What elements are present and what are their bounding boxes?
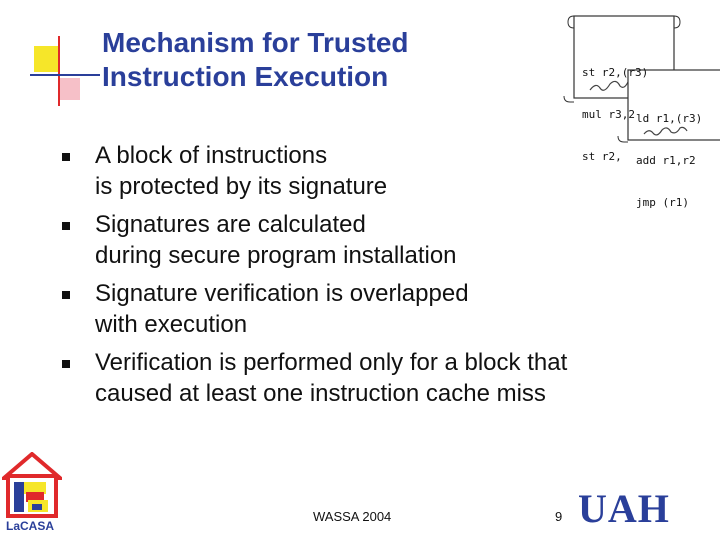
deco-pink-square [58,78,80,100]
scroll-2-line-1: ld r1,(r3) [636,112,703,125]
bullet-3-line-2: with execution [95,311,248,338]
deco-yellow-square [34,46,60,72]
footer-page-number: 9 [555,509,563,524]
lacasa-logo-icon [2,452,62,520]
bullet-item-3 [62,278,702,340]
square-bullet-icon [62,153,70,161]
footer-conference: WASSA 2004 [313,509,392,524]
scroll-1-line-2: mul r3,2 [582,108,635,121]
bullet-4-line-1: Verification is performed only for a block that [95,349,568,376]
bullet-4-line-2: caused at least one instruction cache miss [95,380,546,407]
uah-logo: UAH [578,486,670,531]
bullet-list [62,140,702,416]
scroll-1-line-3: st r2, [582,150,622,163]
title-decoration [30,42,90,102]
bullet-2-line-2: during secure program installation [95,242,457,269]
slide-title-line-2: Instruction Execution [102,61,389,92]
slide-title-line-1: Mechanism for Trusted [102,27,409,58]
bullet-1-line-1: A block of instructions [95,142,328,169]
bullet-item-1 [62,140,702,202]
lacasa-logo-text: LaCASA [6,519,55,533]
deco-vertical-line [58,36,60,106]
bullet-2-line-1: Signatures are calculated [95,211,366,238]
square-bullet-icon [62,291,70,299]
slide-title [102,26,522,94]
bullet-3-line-1: Signature verification is overlapped [95,280,469,307]
bullet-item-2 [62,209,702,271]
bullet-1-line-2: is protected by its signature [95,173,388,200]
scroll-2-line-2: add r1,r2 [636,154,696,167]
scroll-2-line-3: jmp (r1) [636,196,689,209]
square-bullet-icon [62,222,70,230]
deco-horizontal-line [30,74,100,76]
square-bullet-icon [62,360,70,368]
bullet-item-4 [62,347,702,409]
scroll-1-line-1: st r2,(r3) [582,66,649,79]
